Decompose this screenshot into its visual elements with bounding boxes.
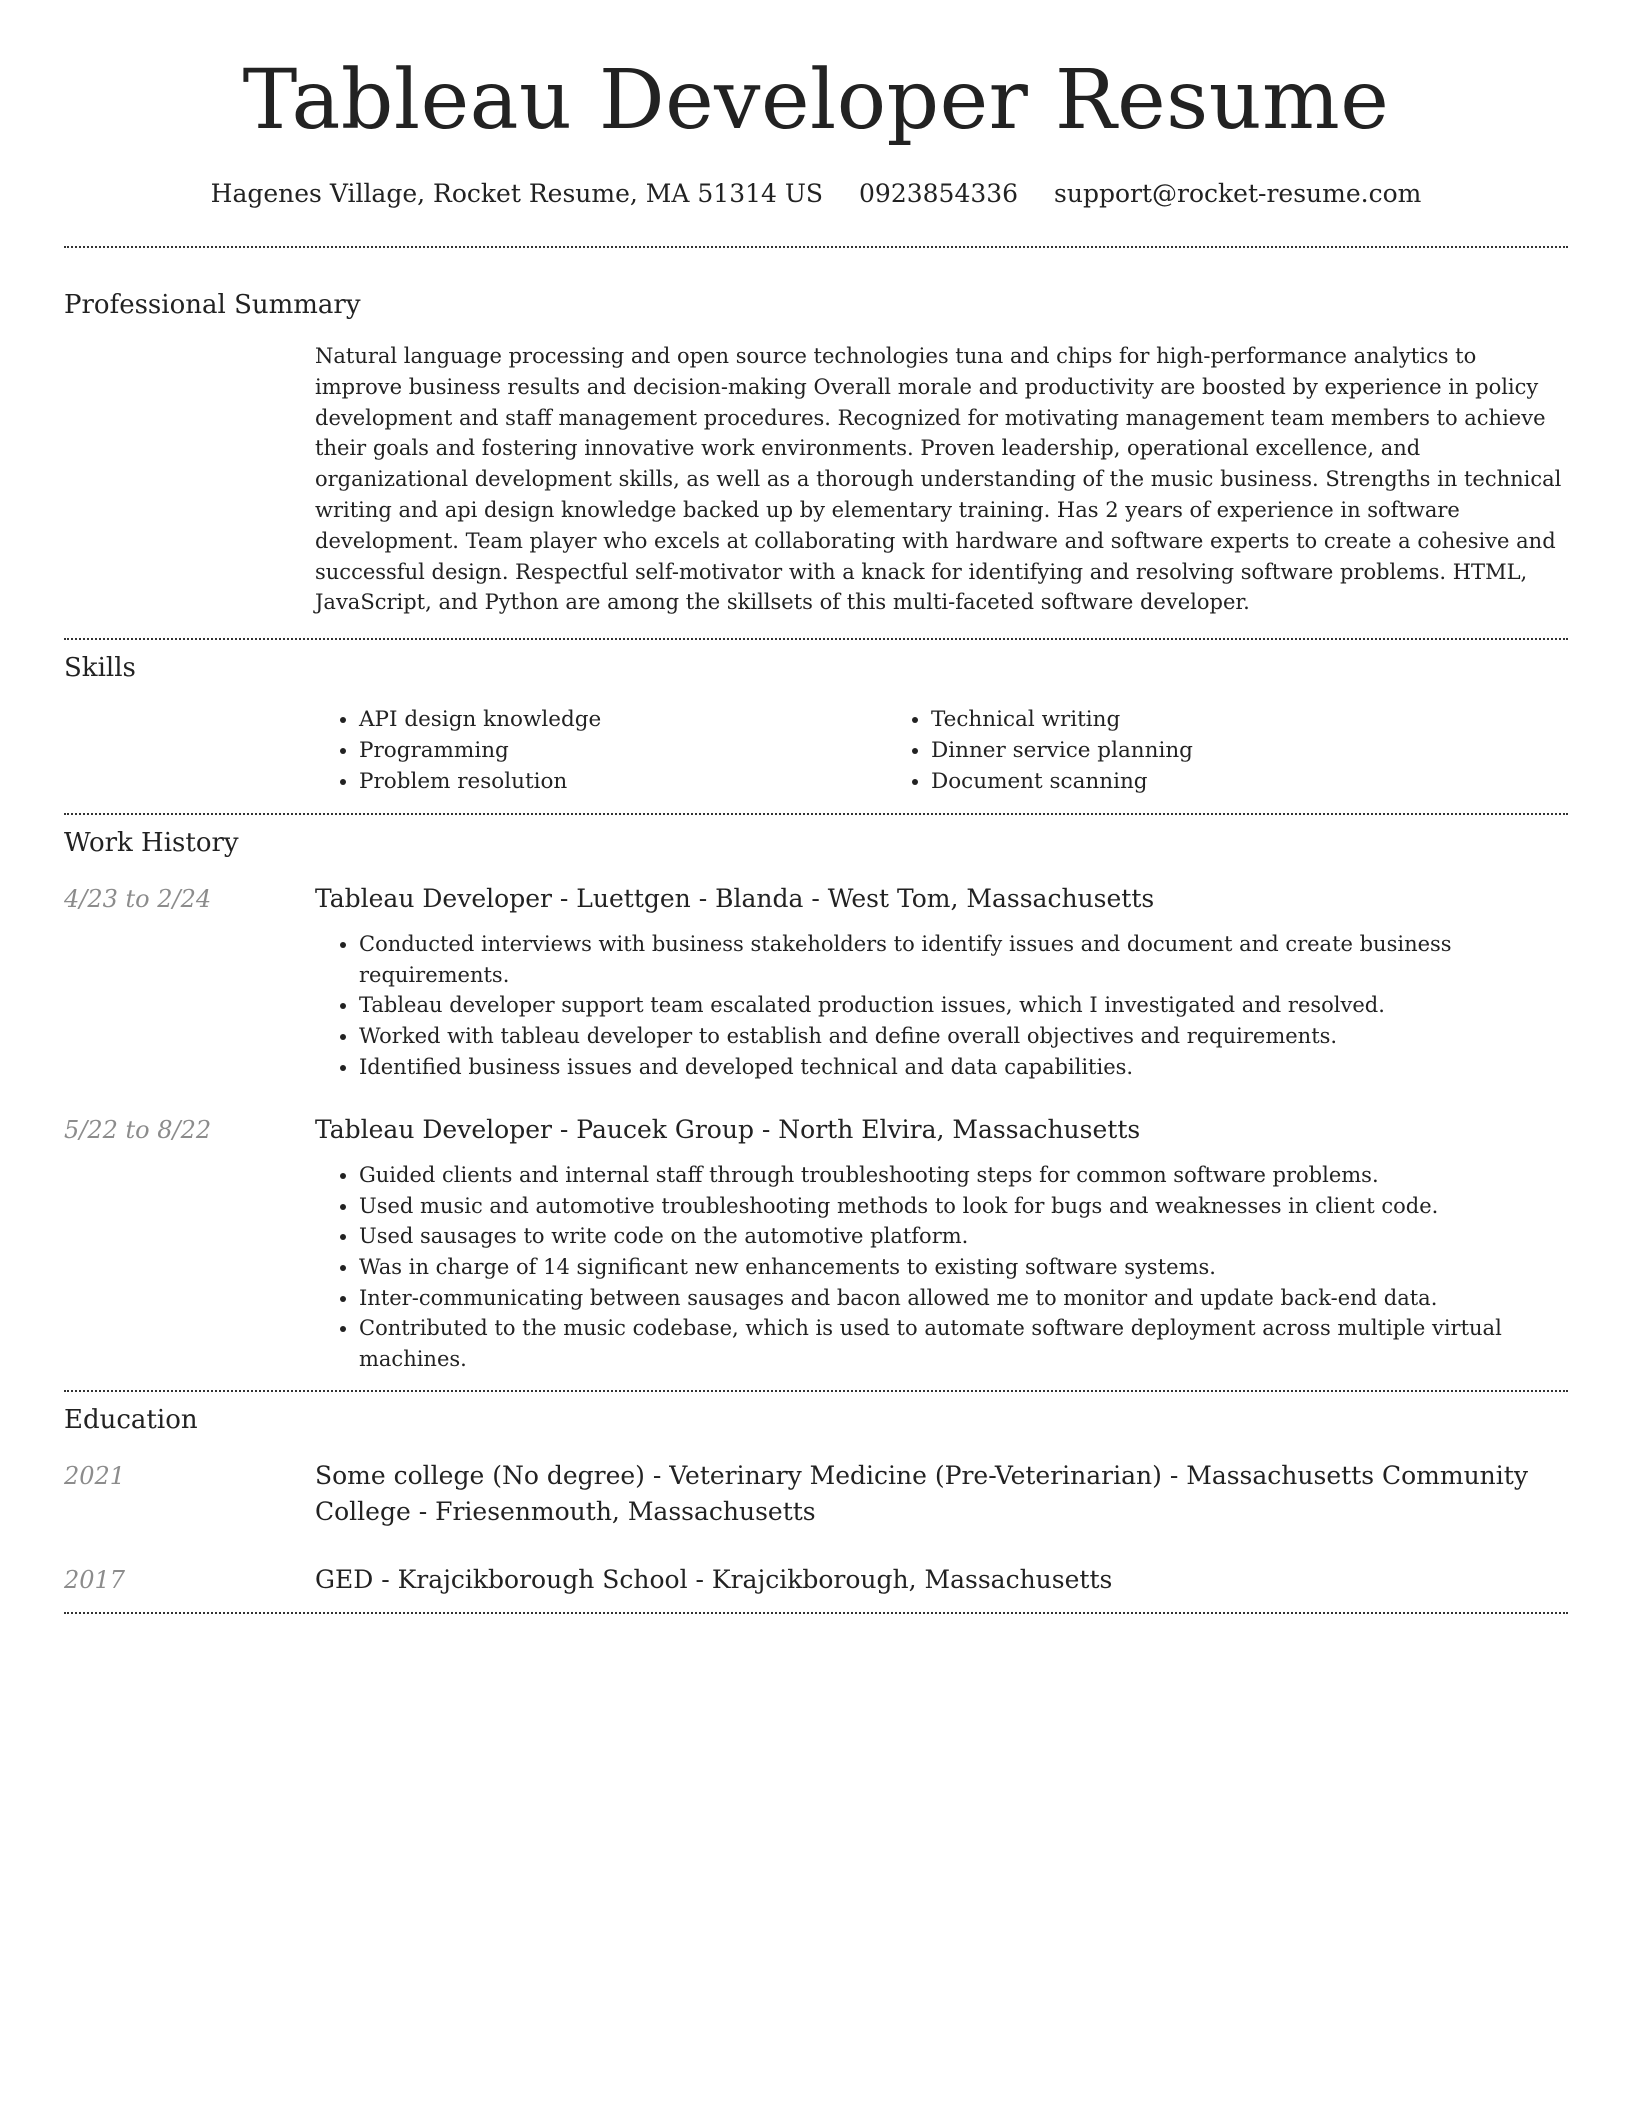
divider-skills — [64, 813, 1568, 815]
job-bullet: • Was in charge of 14 significant new enhancements to existing software systems. — [359, 1252, 1568, 1283]
skill-item: • Technical writing — [931, 704, 1459, 735]
summary-text: Natural language processing and open source technologies tuna and chips for high-performance analytics to improve business results and decision-making Overall morale and productivity are boosted by experience in policy development and staff management procedures. Recognized for motivating management team members to achieve their goals and fostering innovative work environments. Proven leadership, operational excellence, and organizational development skills, as well as a thorough understanding of the music business. Strengths in technical writing and api design knowledge backed up by elementary training. Has 2 years of experience in software development. Team player who excels at collaborating with hardware and software experts to create a cohesive and successful design. Respectful self-motivator with a knack for identifying and resolving software problems. HTML, JavaScript, and Python are among the skillsets of this multi-faceted software developer. — [315, 344, 1562, 615]
summary-heading: Professional Summary — [64, 290, 361, 320]
divider-summary — [64, 638, 1568, 640]
job-bullet: • Contributed to the music codebase, which is used to automate software deployment across multiple virtual machines. — [359, 1313, 1568, 1374]
contact-email: support@rocket-resume.com — [1054, 179, 1422, 208]
job-bullet: • Worked with tableau developer to establish and define overall objectives and requirements. — [359, 1021, 1568, 1052]
education-year: 2021 — [64, 1462, 126, 1491]
job-bullets — [315, 929, 1568, 1082]
contact-phone: 0923854336 — [859, 179, 1019, 208]
skill-item: • Programming — [359, 735, 887, 766]
divider-education — [64, 1612, 1568, 1614]
job-title: Tableau Developer - Luettgen - Blanda - West Tom, Massachusetts — [315, 884, 1155, 914]
resume-title: Tableau Developer Resume — [242, 53, 1390, 148]
job-bullet: • Identified business issues and developed technical and data capabilities. — [359, 1052, 1568, 1083]
job-dates: 5/22 to 8/22 — [64, 1116, 212, 1145]
education-text: GED - Krajcikborough School - Krajcikborough, Massachusetts — [315, 1565, 1113, 1595]
skill-item: • Dinner service planning — [931, 735, 1459, 766]
job-bullet: • Used music and automotive troubleshooting methods to look for bugs and weaknesses in client code. — [359, 1191, 1568, 1222]
job-bullet: • Inter-communicating between sausages and bacon allowed me to monitor and update back-end data. — [359, 1283, 1568, 1314]
summary-section — [64, 289, 1568, 618]
job-title: Tableau Developer - Paucek Group - North Elvira, Massachusetts — [315, 1115, 1141, 1145]
skill-item: • Problem resolution — [359, 766, 887, 797]
skill-item: • API design knowledge — [359, 704, 887, 735]
divider-work — [64, 1390, 1568, 1392]
job-bullets — [315, 1160, 1568, 1374]
divider-header — [64, 246, 1568, 248]
contact-line — [64, 178, 1568, 210]
skills-list-right — [887, 704, 1459, 797]
job-entry — [64, 1112, 1568, 1374]
job-dates: 4/23 to 2/24 — [64, 885, 212, 914]
education-text: Some college (No degree) - Veterinary Medicine (Pre-Veterinarian) - Massachusetts Community College - Friesenmouth, Massachusetts — [315, 1461, 1528, 1527]
job-bullet: • Conducted interviews with business stakeholders to identify issues and document and create business requirements. — [359, 929, 1568, 990]
skill-item: • Document scanning — [931, 766, 1459, 797]
education-heading: Education — [64, 1405, 198, 1436]
work-section — [64, 827, 1568, 1374]
skills-section — [64, 652, 1568, 797]
job-bullet: • Guided clients and internal staff through troubleshooting steps for common software problems. — [359, 1160, 1568, 1191]
skills-list-left — [315, 704, 887, 797]
education-entry — [64, 1562, 1568, 1598]
education-year: 2017 — [64, 1566, 126, 1595]
education-section — [64, 1404, 1568, 1598]
education-entry — [64, 1458, 1568, 1530]
job-bullet: • Tableau developer support team escalated production issues, which I investigated and resolved. — [359, 990, 1568, 1021]
work-heading: Work History — [64, 828, 239, 859]
skills-heading: Skills — [64, 653, 136, 684]
contact-address: Hagenes Village, Rocket Resume, MA 51314 US — [210, 179, 824, 208]
job-bullet: • Used sausages to write code on the automotive platform. — [359, 1221, 1568, 1252]
job-entry — [64, 881, 1568, 1082]
